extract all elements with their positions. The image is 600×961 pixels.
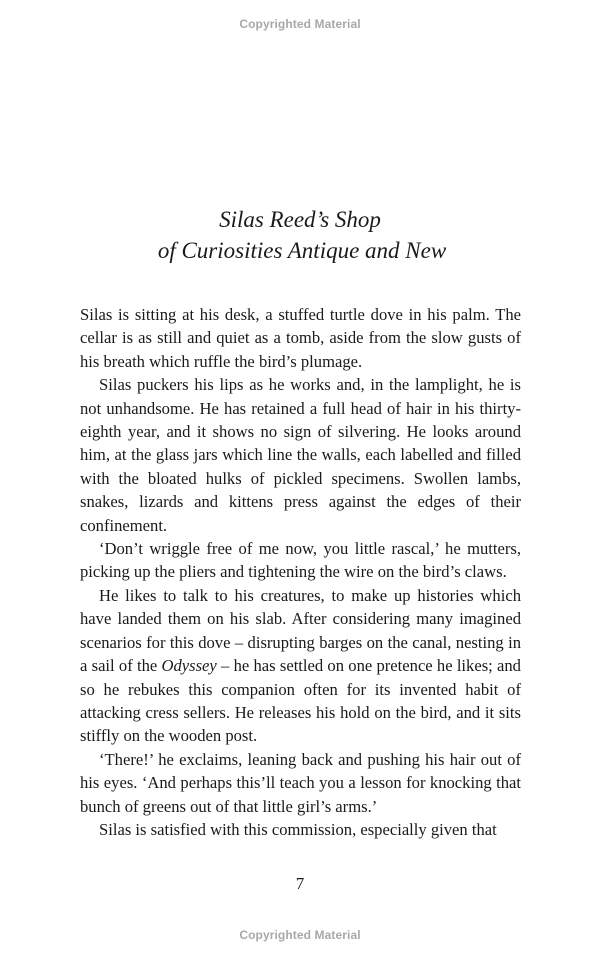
paragraph-1: Silas is sitting at his desk, a stuffed turtle dove in his palm. The cellar is as still and quiet as a tomb, aside from the slow gusts of his breath which ruffle the bird’s plumage.: [80, 305, 521, 371]
body-text: [80, 303, 521, 841]
copyright-watermark-bottom: Copyrighted Material: [239, 928, 361, 942]
paragraph-4-part-1: He likes to talk to his creatures, to make up histories which have landed them on his slab. After considering many imagined scenarios for this dove – disrupting barges on the canal, nesting in a sail of the: [80, 585, 521, 676]
chapter-title-line-2: of Curiosities Antique and New: [157, 238, 447, 263]
paragraph-6: Silas is satisfied with this commission, especially given that: [99, 819, 497, 839]
chapter-title-line-1: Silas Reed’s Shop: [219, 207, 381, 232]
paragraph-3: ‘Don’t wriggle free of me now, you little rascal,’ he mutters, picking up the pliers and tightening the wire on the bird’s claws.: [80, 539, 521, 582]
page-number: 7: [295, 874, 305, 893]
ship-name-italic: Odyssey: [161, 656, 217, 676]
chapter-title: [0, 204, 600, 266]
copyright-watermark-top: Copyrighted Material: [239, 17, 361, 31]
paragraph-5: ‘There!’ he exclaims, leaning back and pushing his hair out of his eyes. ‘And perhaps this’ll teach you a lesson for knocking that bunch of greens out of that little girl’s arms.’: [80, 749, 521, 816]
paragraph-2: Silas puckers his lips as he works and, in the lamplight, he is not unhandsome. He has retained a full head of hair in his thirty-eighth year, and it shows no sign of silvering. He looks around him, at the glass jars which line the walls, each labelled and filled with the bloated hulks of pickled specimens. Swollen lambs, snakes, lizards and kittens press against the edges of their confinement.: [80, 375, 521, 535]
paragraph-4-part-2: – he has settled on one pretence he likes; and so he rebukes this companion often for its invented habit of attacking cress sellers. He releases his hold on the bird, and it sits stiffly on the wooden post.: [80, 656, 521, 746]
paragraph-4: [80, 584, 521, 748]
